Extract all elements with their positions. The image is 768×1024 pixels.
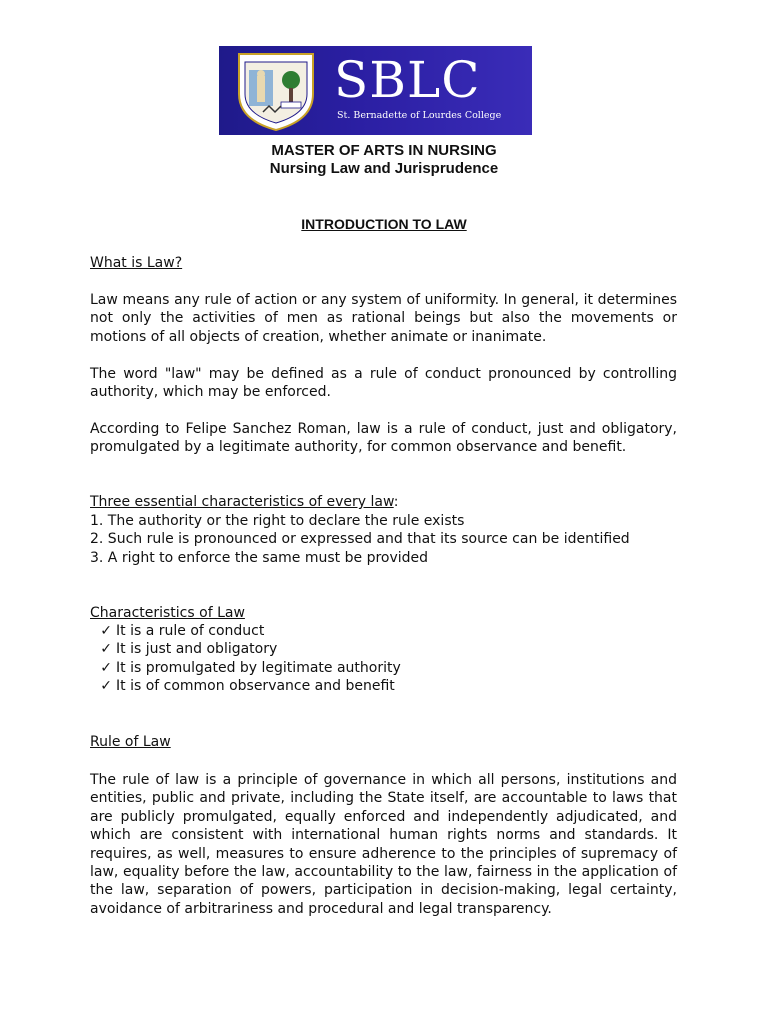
check-icon: ✓ [100,659,112,676]
section-heading-rule-of-law: Rule of Law [90,734,171,750]
list-item: 1. The authority or the right to declare the rule exists [90,513,465,529]
course-title: Nursing Law and Jurisprudence [269,160,499,177]
college-seal-icon [233,50,319,132]
program-title: MASTER OF ARTS IN NURSING [271,142,497,159]
check-icon: ✓ [100,678,112,695]
paragraph-law-definition: Law means any rule of action or any system of uniformity. In general, it determines not only the activities of men as rational beings but also the movements or motions of all objects of creation, whether animate or inanimate. [90,292,677,345]
list-item: 2. Such rule is pronounced or expressed and that its source can be identified [90,531,630,548]
list-item: 3. A right to enforce the same must be provided [90,549,429,566]
list-item: ✓ It is a rule of conduct [100,623,265,639]
list-item: ✓ It is of common observance and benefit [100,678,395,695]
check-icon: ✓ [100,641,112,658]
check-icon: ✓ [100,623,112,639]
college-full-name: St. Bernadette of Lourdes College [337,110,502,121]
section-heading-what-is-law: What is Law? [90,255,183,271]
college-banner [219,46,532,135]
paragraph-rule-of-law: The rule of law is a principle of governance in which all persons, institutions and entities, public and private, including the State itself, are accountable to laws that are publicly promulgated, equally enforced and independently adjudicated, and which are consistent with international human rights norms and standards. It requires, as well, measures to ensure adherence to the principles of supremacy of law, equality before the law, accountability to the law, fairness in the application of the law, separation of powers, participation in decision-making, legal certainty, avoidance of arbitrariness and procedural and legal transparency. [90,772,677,917]
characteristics-list [90,622,677,696]
section-heading-essential: Three essential characteristics of every law: [90,494,399,510]
essential-list [90,512,677,567]
list-item: ✓ It is just and obligatory [100,641,278,658]
list-item: ✓ It is promulgated by legitimate authority [100,659,401,676]
college-acronym: SBLC [334,51,481,109]
topic-title: INTRODUCTION TO LAW [301,216,467,232]
paragraph-sanchez-roman: According to Felipe Sanchez Roman, law is a rule of conduct, just and obligatory, promulgated by a legitimate authority, for common observance and benefit. [90,421,677,456]
paragraph-word-law: The word "law" may be defined as a rule of conduct pronounced by controlling authority, which may be enforced. [90,366,677,401]
section-heading-characteristics: Characteristics of Law [90,605,245,621]
